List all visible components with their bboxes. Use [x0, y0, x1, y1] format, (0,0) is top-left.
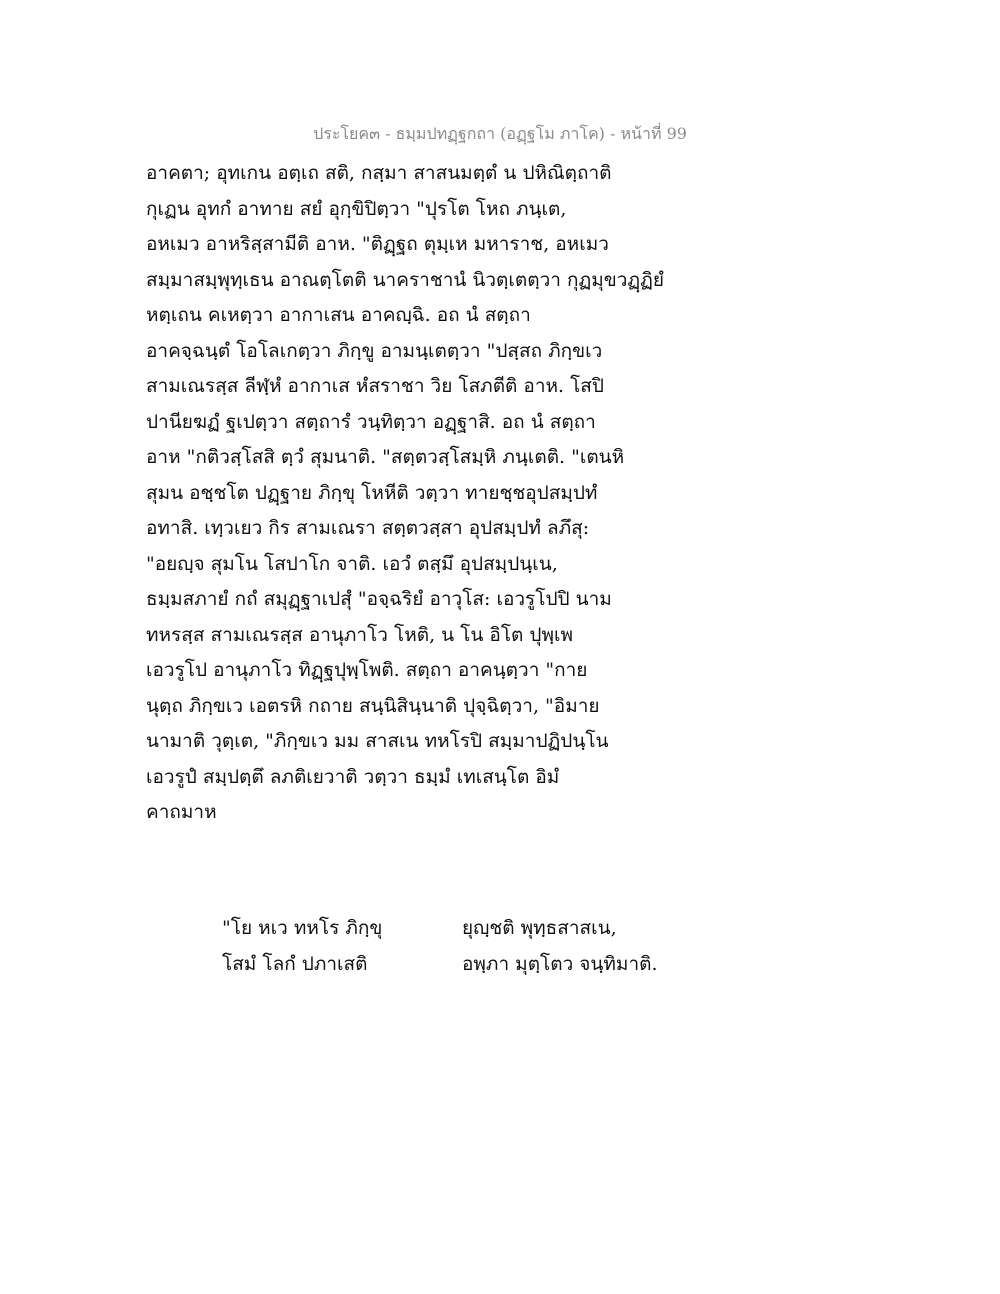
text-line: อหเมว อาหริสฺสามีติ อาห. "ติฏฺฐถ ตุมฺเห มหาราช, อหเมว	[146, 233, 609, 255]
text-line: นามาติ วุตฺเต, "ภิกฺขเว มม สาสเน ทหโรปิ สมฺมาปฏิปนฺโน	[146, 730, 609, 752]
running-header: ประโยค๓ - ธมฺมปทฏฺฐกถา (อฏฺฐโม ภาโค) - หน้าที่ 99	[313, 124, 687, 143]
text-line: เอวรูปํ สมฺปตฺตึ ลภติเยวาติ วตฺวา ธมฺมํ เทเสนฺโต อิมํ	[146, 765, 560, 788]
verse-half-second: อพฺภา มุตฺโตว จนฺทิมาติ.	[462, 953, 658, 975]
text-line: อาคตา; อุทเกน อตฺเถ สติ, กสฺมา สาสนมตฺตํ น ปหิณิตฺถาติ	[146, 162, 612, 184]
text-line: เอวรูโป อานุภาโว ทิฏฺฐปุพฺโพติ. สตฺถา อาคนฺตฺวา "กาย	[146, 659, 588, 681]
verse-half-first: "โย หเว ทหโร ภิกฺขุ	[222, 917, 383, 939]
text-line: อาห "กติวสฺโสสิ ตฺวํ สุมนาติ. "สตฺตวสฺโสมฺหิ ภนฺเตติ. "เตนหิ	[146, 446, 625, 468]
verse-line	[222, 912, 617, 944]
text-line: คาถมาห	[146, 801, 217, 823]
text-line: นุตฺถ ภิกฺขเว เอตรหิ กถาย สนฺนิสินฺนาติ ปุจฺฉิตฺวา, "อิมาย	[146, 694, 600, 717]
text-line: ทหรสฺส สามเณรสฺส อานุภาโว โหติ, น โน อิโต ปุพฺเพ	[146, 623, 574, 646]
text-line: อทาสิ. เทฺวเยว กิร สามเณรา สตฺตวสฺสา อุปสมฺปทํ ลภึสุ:	[146, 517, 590, 539]
text-line: หตฺเถน คเหตฺวา อากาเสน อาคญฺฉิ. อถ นํ สตฺถา	[146, 304, 531, 326]
text-line: ธมฺมสภายํ กถํ สมุฏฺฐาเปสุํ "อจฺฉริยํ อาวุโส: เอวรูโปปิ นาม	[146, 588, 612, 610]
text-line: อาคจฺฉนฺตํ โอโลเกตฺวา ภิกฺขู อามนฺเตตฺวา "ปสฺสถ ภิกฺขเว	[146, 339, 603, 362]
verse-line	[222, 948, 658, 980]
text-line: สามเณรสฺส ลีฬฺหํ อากาเส หํสราชา วิย โสภตีติ อาห. โสปิ	[146, 375, 604, 397]
text-line: "อยญฺจ สุมโน โสปาโก จาติ. เอวํ ตสฺมึ อุปสมฺปนฺเน,	[146, 552, 558, 575]
text-line: สมฺมาสมฺพุทฺเธน อาณตฺโตติ นาคราชานํ นิวตฺเตตฺวา กุฏมุขวฏฺฏิยํ	[146, 268, 665, 291]
verse-half-first: โสมํ โลกํ ปภาเสติ	[222, 953, 368, 975]
verse-half-second: ยุญฺชติ พุทฺธสาสเน,	[462, 917, 617, 939]
text-line: ปานียฆฏํ ฐเปตฺวา สตฺถารํ วนฺทิตฺวา อฏฺฐาสิ. อถ นํ สตฺถา	[146, 410, 596, 433]
text-line: กุเฏน อุทกํ อาทาย สยํ อุกฺขิปิตฺวา "ปุรโต โหถ ภนฺเต,	[146, 197, 567, 220]
body-text	[146, 156, 706, 831]
text-line: สุมน อชฺชโต ปฏฺฐาย ภิกฺขุ โหหีติ วตฺวา ทายชฺชอุปสมฺปทํ	[146, 481, 598, 504]
